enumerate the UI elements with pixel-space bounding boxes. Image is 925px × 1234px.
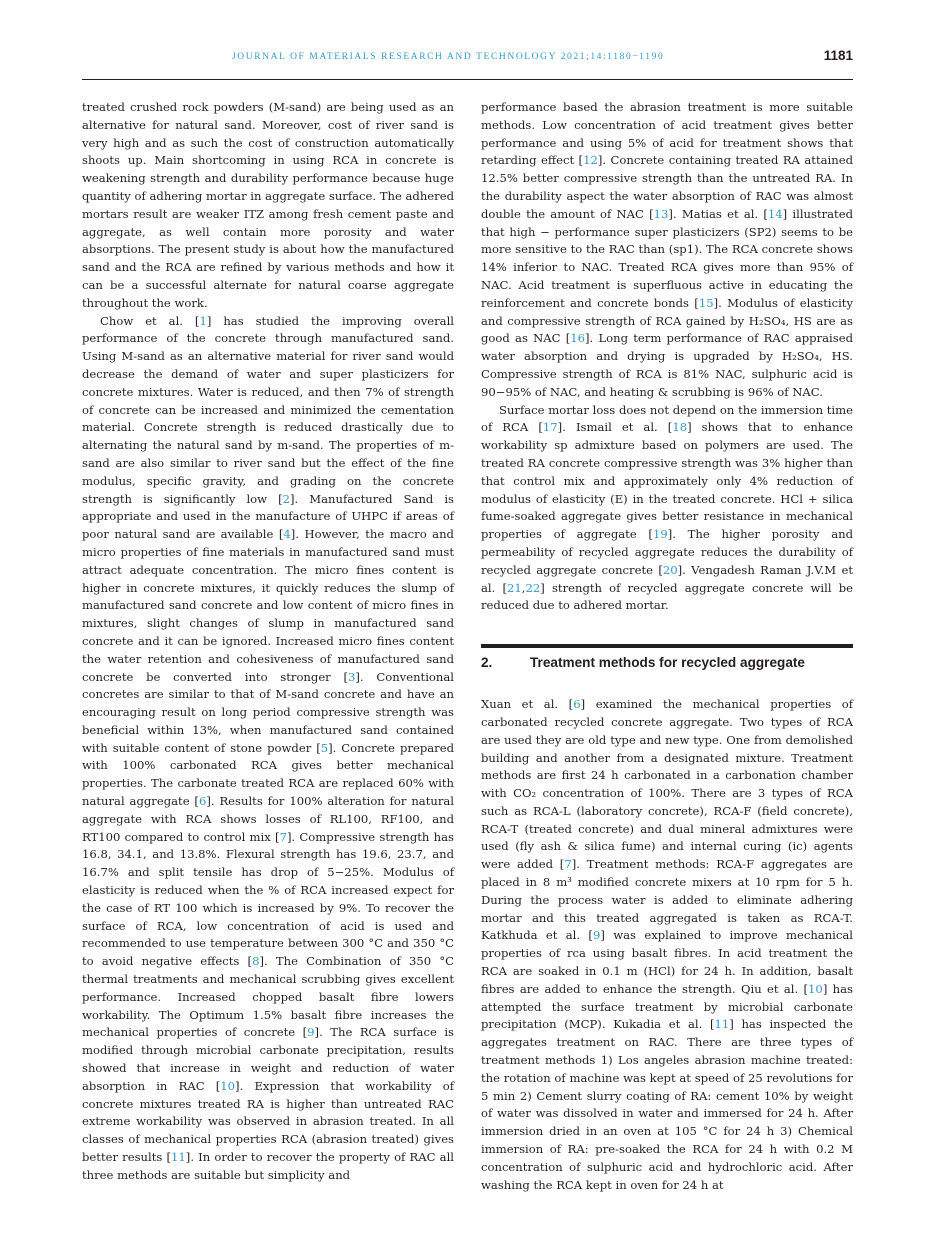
section-title: Treatment methods for recycled aggregate [530,655,805,671]
paragraph: Surface mortar loss does not depend on the immersion time of RCA [17]. Ismail et al. [18] shows that to enhance workability sp admixture based on polymers are used. The treated RA concrete compressive strength was 3% higher than that control mix and approximately only 4% reduction of modulus of elasticity (E) in the treated concrete. HCl + silica fume-soaked aggregate gives better resistance in mechanical properties of aggregate [19]. The higher porosity and permeability of recycled aggregate reduces the durability of recycled aggregate concrete [20]. Vengadesh Raman J.V.M et al. [21,22] strength of recycled aggregate concrete will be reduced due to adhered mortar. [481,402,854,613]
citation-link[interactable]: 5 [320,740,329,755]
citation-link[interactable]: 6 [573,697,581,712]
header-rule [82,79,853,80]
paragraph: treated crushed rock powders (M-sand) are being used as an alternative for natural sand. Moreover, cost of river sand is very high and as such the cost of construction automatically shoots up. Main shortcoming in using RCA in concrete is weakening strength and durability performance because huge quantity of adhering mortar in aggregate surface. The adhered mortars result are weaker ITZ among fresh cement paste and aggregate, as well contain more porosity and water absorptions. The present study is about how the manufactured sand and the RCA are refined by various methods and how it can be a successful alternate for natural coarse aggregate throughout the work. [82,100,454,310]
citation-link[interactable]: 17 [542,420,558,435]
citation-link[interactable]: 13 [653,206,669,221]
journal-title: JOURNAL OF MATERIALS RESEARCH AND TECHNOLOGY 2021;14:1180−1190 [232,52,665,62]
citation-link[interactable]: 11 [714,1017,730,1032]
paragraph: Chow et al. [1] has studied the improving overall performance of the concrete through manufactured sand. Using M-sand as an alternative material for river sand would decrease the demand of water and super plasticizers for concrete mixtures. Water is reduced, and then 7% of strength of concrete can be increased and minimized the cementation material. Concrete strength is reduced drastically due to alternating the natural sand by m-sand. The properties of m-sand are also similar to river sand but the effect of the fine modulus, specific gravity, and grading on the concrete strength is significantly low [2]. Manufactured Sand is appropriate and used in the manufacture of UHPC if areas of poor natural sand are available [4]. However, the macro and micro properties of fine materials in manufactured sand must attract adequate concentration. The micro fines content is higher in concrete mixtures, it quickly reduces the slump of manufactured sand concrete and low content of micro fines in mixtures, slight changes of slump in manufactured sand concrete and it can be ignored. Increased micro fines content the water retention and cohesiveness of manufactured sand concrete be converted into stronger [3]. Conventional concretes are similar to that of M-sand concrete and have an encouraging result on long period compressive strength was beneficial within 13%, when manufactured sand contained with suitable content of stone powder [5]. Concrete prepared with 100% carbonated RCA gives better mechanical properties. The carbonate treated RCA are replaced 60% with natural aggregate [6]. Results for 100% alteration for natural aggregate with RCA shows losses of RL100, RF100, and RT100 compared to control mix [7]. Compressive strength has 16.8, 34.1, and 13.8%. Flexural strength has 19.6, 23.7, and 16.7% and split tensile has drop of 5−25%. Modulus of elasticity is reduced when the % of RCA increased expect for the case of RT 100 which is increased by 9%. To recover the surface of RCA, low concentration of acid is used and recommended to use temperature between 300 °C and 350 °C to avoid negative effects [8]. The Combination of 350 °C thermal treatments and mechanical scrubbing gives excellent performance. Increased chopped basalt fibre lowers workability. The Optimum 1.5% basalt fibre increases the mechanical properties of concrete [9]. The RCA surface is modified through microbial carbonate precipitation, results showed that increase in weight and reduction of water absorption in RAC [10]. Expression that workability of concrete mixtures treated RA is higher than untreated RAC extreme workability was observed in abrasion treated. In all classes of mechanical properties RCA (abrasion treated) gives better results [11]. In order to recover the property of RAC all three methods are suitable but simplicity and [82,313,455,1182]
citation-link[interactable]: 2 [282,491,291,506]
citation-link[interactable]: 7 [564,857,572,872]
section-rule [481,644,853,648]
citation-link[interactable]: 3 [348,669,356,684]
section-heading [481,654,853,672]
citation-link[interactable]: 22 [525,580,541,595]
citation-link[interactable]: 10 [220,1078,236,1093]
citation-link[interactable]: 14 [767,206,783,221]
citation-link[interactable]: 11 [171,1150,186,1165]
citation-link[interactable]: 4 [283,527,291,542]
citation-link[interactable]: 8 [252,954,260,969]
paragraph: Xuan et al. [6] examined the mechanical properties of carbonated recycled concrete aggregate. Two types of RCA are used they are old type and new type. One from demolished building and another from a designated mixture. Treatment methods are first 24 h carbonated in a carbonation chamber with CO₂ concentration of 100%. There are 3 types of RCA such as RCA-L (laboratory concrete), RCA-F (field concrete), RCA-T (treated concrete) and dual mineral admixtures were used (fly ash & silica fume) and internal curing (ic) agents were added [7]. Treatment methods: RCA-F aggregates are placed in 8 m³ modified concrete mixers at 10 rpm for 5 h. During the process water is added to eliminate adhering mortar and this treated aggregated is taken as RCA-T. Katkhuda et al. [9] was explained to improve mechanical properties of rca using basalt fibres. In acid treatment the RCA are soaked in 0.1 m (HCl) for 24 h. In addition, basalt fibres are added to enhance the strength. Qiu et al. [10] has attempted the surface treatment by microbial carbonate precipitation (MCP). Kukadia et al. [11] has inspected the aggregates treatment on RAC. There are three types of treatment methods 1) Los angeles abrasion machine treated: the rotation of machine was kept at speed of 25 revolutions for 5 min 2) Cement slurry coating of RA: cement 10% by weight of water was dissolved in water and immersed for 24 h. After immersion dried in an oven at 105 °C for 24 h 3) Chemical immersion of RA: pre-soaked the RCA for 24 h with 0.2 M concentration of sulphuric acid and hydrochloric acid. After washing the RCA kept in oven for 24 h at [481,697,853,1192]
paragraph: performance based the abrasion treatment is more suitable methods. Low concentration of acid treatment gives better performance and using 5% of acid for treatment shows that retarding effect [12]. Concrete containing treated RA attained 12.5% better compressive strength than the untreated RA. In the durability aspect the water absorption of RAC was almost double the amount of NAC [13]. Matias et al. [14] illustrated that high − performance super plasticizers (SP2) seems to be more sensitive to the RAC than (sp1). The RCA concrete shows 14% inferior to NAC. Treated RCA gives more than 95% of NAC. Acid treatment is superfluous active in educating the reinforcement and concrete bonds [15]. Modulus of elasticity and compressive strength of RCA gained by H₂SO₄, HS are as good as NAC [16]. Long term performance of RAC appraised water absorption and drying is upgraded by H₂SO₄, HS. Compressive strength of RCA is 81% NAC, sulphuric acid is 90−95% of NAC, and heating & scrubbing is 96% of NAC. [481,100,854,399]
citation-link[interactable]: 9 [592,928,601,943]
citation-link[interactable]: 15 [698,295,714,310]
citation-link[interactable]: 9 [307,1025,315,1040]
citation-link[interactable]: 18 [672,420,688,435]
citation-link[interactable]: 20 [662,562,678,577]
citation-link[interactable]: 6 [198,794,207,809]
citation-link[interactable]: 19 [652,527,668,542]
citation-link[interactable]: 16 [570,331,586,346]
running-header [82,48,853,70]
page-number: 1181 [823,48,853,63]
right-column [481,99,853,1194]
section-number: 2. [481,655,493,671]
citation-link[interactable]: 7 [279,829,287,844]
left-column [82,99,454,1185]
citation-link[interactable]: 12 [583,153,598,168]
citation-link[interactable]: 10 [808,981,823,996]
citation-link[interactable]: 21 [507,580,522,595]
citation-link[interactable]: 1 [199,313,207,328]
